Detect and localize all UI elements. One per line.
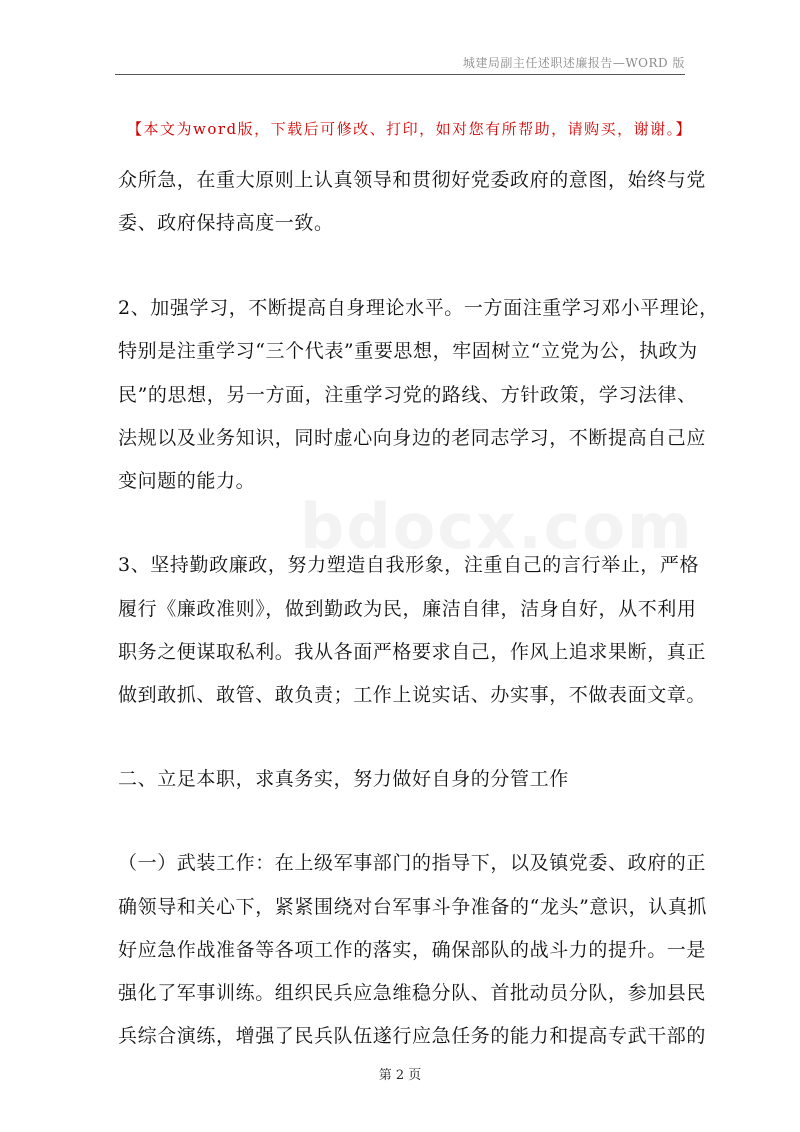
body-line: 众所急，在重大原则上认真领导和贯彻好党委政府的意图，始终与党 <box>118 169 707 191</box>
section-heading: 二、立足本职，求真务实，努力做好自身的分管工作 <box>118 768 569 790</box>
header-divider <box>115 74 685 75</box>
body-line: 变问题的能力。 <box>118 470 256 492</box>
header-title: 城建局副主任述职述廉报告—WORD 版 <box>462 56 685 70</box>
body-line: 法规以及业务知识，同时虚心向身边的老同志学习，不断提高自己应 <box>118 427 707 449</box>
body-line: （一）武装工作：在上级军事部门的指导下，以及镇党委、政府的正 <box>118 852 707 874</box>
body-line: 特别是注重学习“三个代表”重要思想，牢固树立“立党为公，执政为 <box>118 340 698 362</box>
body-line: 强化了军事训练。组织民兵应急维稳分队、首批动员分队，参加县民 <box>118 982 707 1004</box>
body-line: 3、坚持勤政廉政，努力塑造自我形象，注重自己的言行举止，严格 <box>118 554 700 576</box>
body-line: 做到敢抓、敢管、敢负责；工作上说实话、办实事，不做表面文章。 <box>118 684 707 706</box>
body-line: 兵综合演练，增强了民兵队伍遂行应急任务的能力和提高专武干部的 <box>118 1025 707 1047</box>
body-line: 履行《廉政准则》，做到勤政为民，廉洁自律，洁身自好，从不利用 <box>118 598 697 620</box>
body-line: 民”的思想，另一方面，注重学习党的路线、方针政策，学习法律、 <box>118 384 697 406</box>
watermark: bdocx.com <box>300 490 694 563</box>
body-line: 2、加强学习，不断提高自身理论水平。一方面注重学习邓小平理论， <box>118 297 719 319</box>
body-line: 确领导和关心下，紧紧围绕对台军事斗争准备的“龙头”意识，认真抓 <box>118 896 708 918</box>
body-line: 好应急作战准备等各项工作的落实，确保部队的战斗力的提升。一是 <box>118 939 707 961</box>
body-line: 职务之便谋取私利。我从各面严格要求自己，作风上追求果断，真正 <box>118 641 707 663</box>
page-number: 第 2 页 <box>378 1068 422 1083</box>
download-notice: 【本文为word版，下载后可修改、打印，如对您有所帮助，请购买，谢谢。】 <box>127 120 693 138</box>
body-line: 委、政府保持高度一致。 <box>118 212 334 234</box>
